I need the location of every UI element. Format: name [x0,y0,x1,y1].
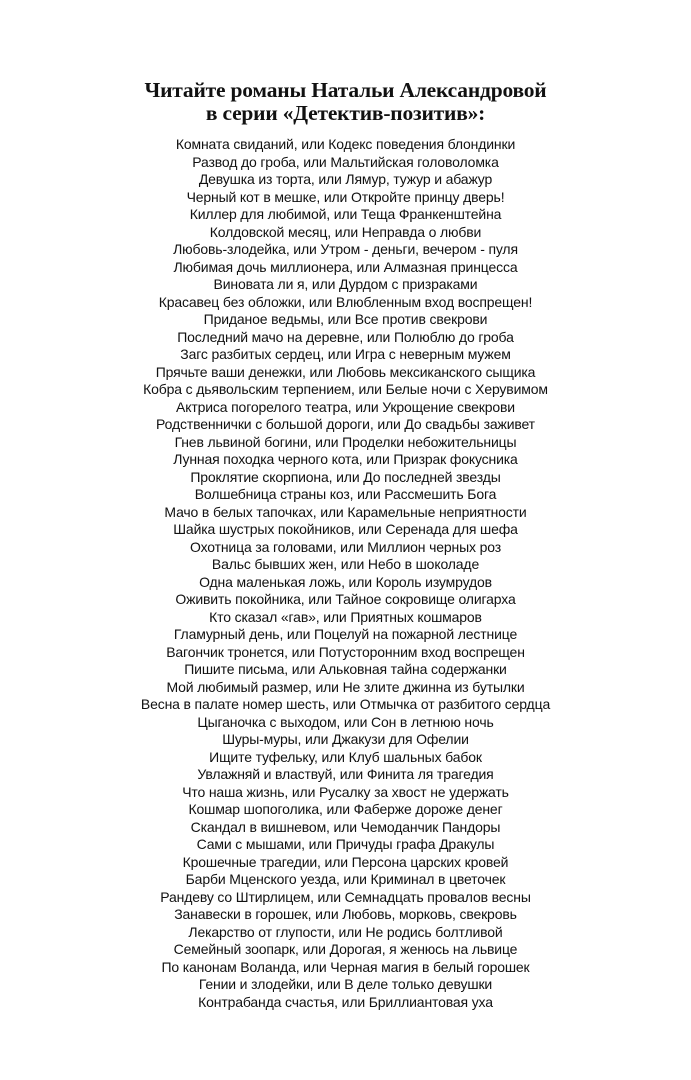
book-title-item: Что наша жизнь, или Русалку за хвост не удержать [182,783,509,800]
book-title-item: Лекарство от глупости, или Не родись болтливой [188,923,503,940]
book-title-item: Рандеву со Штирлицем, или Семнадцать провалов весны [160,888,531,905]
book-title-item: Кобра с дьявольским терпением, или Белые ночи с Херувимом [143,381,548,397]
book-title-item: Колдовской месяц, или Неправда о любви [209,223,482,240]
series-heading [0,79,691,125]
book-title-item: Вагончик тронется, или Потусторонним вход воспрещен [166,643,525,660]
book-title-item: Девушка из торта, или Лямур, тужур и абажур [198,171,493,187]
book-title-item: Сами с мышами, или Причуды графа Дракулы [196,836,495,852]
book-title-item: Вальс бывших жен, или Небо в шоколаде [211,556,480,572]
book-title-item: Комната свиданий, или Кодекс поведения блондинки [175,136,516,152]
book-title-item: Охотница за головами, или Миллион черных роз [189,538,502,555]
book-title-item: Барби Мценского уезда, или Криминал в цветочек [185,871,506,887]
book-title-item: Прячьте ваши денежки, или Любовь мексиканского сыщика [155,363,536,380]
book-title-item: Мачо в белых тапочках, или Карамельные неприятности [164,503,527,520]
book-title-item: Кошмар шопоголика, или Фаберже дороже денег [188,801,503,817]
book-title-item: Шуры-муры, или Джакузи для Офелии [222,731,469,747]
book-title-item: Контрабанда счастья, или Бриллиантовая уха [198,993,493,1010]
book-titles-list [0,136,691,1011]
book-title-item: Черный кот в мешке, или Откройте принцу дверь! [186,188,505,205]
book-title-item: Занавески в горошек, или Любовь, морковь, свекровь [174,906,517,922]
book-title-item: Гнев львиной богини, или Проделки небожительницы [174,433,517,450]
book-title-item: Мой любимый размер, или Не злите джинна из бутылки [166,678,525,695]
book-title-item: По канонам Воланда, или Черная магия в белый горошек [161,958,530,975]
book-title-item: Родственнички с большой дороги, или До свадьбы заживет [156,416,535,432]
heading-line-2: в серии «Детектив-позитив»: [205,101,486,125]
book-title-item: Любовь-злодейка, или Утром - деньги, вечером - пуля [173,241,518,257]
book-title-item: Киллер для любимой, или Теща Франкенштейна [189,206,502,222]
book-title-item: Цыганочка с выходом, или Сон в летнюю ночь [197,713,494,730]
book-title-item: Пишите письма, или Альковная тайна содержанки [184,661,507,677]
book-title-item: Виновата ли я, или Дурдом с призраками [213,276,478,292]
book-title-item: Кто сказал «гав», или Приятных кошмаров [209,608,482,625]
book-title-item: Развод до гроба, или Мальтийская головоломка [192,153,499,170]
book-title-item: Любимая дочь миллионера, или Алмазная принцесса [173,258,518,275]
heading-line-1: Читайте романы Натальи Александровой [144,78,547,102]
book-title-item: Одна маленькая ложь, или Король изумрудов [199,573,492,590]
book-title-item: Лунная походка черного кота, или Призрак фокусника [173,451,518,467]
book-title-item: Приданое ведьмы, или Все против свекрови [203,311,488,327]
book-title-item: Гламурный день, или Поцелуй на пожарной лестнице [173,626,518,642]
book-title-item: Весна в палате номер шесть, или Отмычка от разбитого сердца [140,696,551,712]
book-title-item: Проклятие скорпиона, или До последней звезды [190,468,501,485]
book-title-item: Шайка шустрых покойников, или Серенада для шефа [173,521,518,537]
book-title-item: Семейный зоопарк, или Дорогая, я женюсь на львице [173,941,518,957]
book-title-item: Последний мачо на деревне, или Полюблю до гроба [177,328,514,345]
book-title-item: Актриса погорелого театра, или Укрощение свекрови [176,398,515,415]
book-title-item: Крошечные трагедии, или Персона царских кровей [182,853,509,870]
book-title-item: Красавец без обложки, или Влюбленным вход воспрещен! [158,293,533,310]
book-title-item: Оживить покойника, или Тайное сокровище олигарха [175,591,516,607]
book-title-item: Скандал в вишневом, или Чемоданчик Пандоры [190,818,501,835]
book-title-item: Загс разбитых сердец, или Игра с неверным мужем [180,346,511,362]
book-title-item: Гении и злодейки, или В деле только девушки [198,976,493,992]
book-title-item: Волшебница страны коз, или Рассмешить Бога [194,486,497,502]
book-title-item: Увлажняй и властвуй, или Финита ля трагедия [197,766,494,782]
book-title-item: Ищите туфельку, или Клуб шальных бабок [209,748,482,765]
